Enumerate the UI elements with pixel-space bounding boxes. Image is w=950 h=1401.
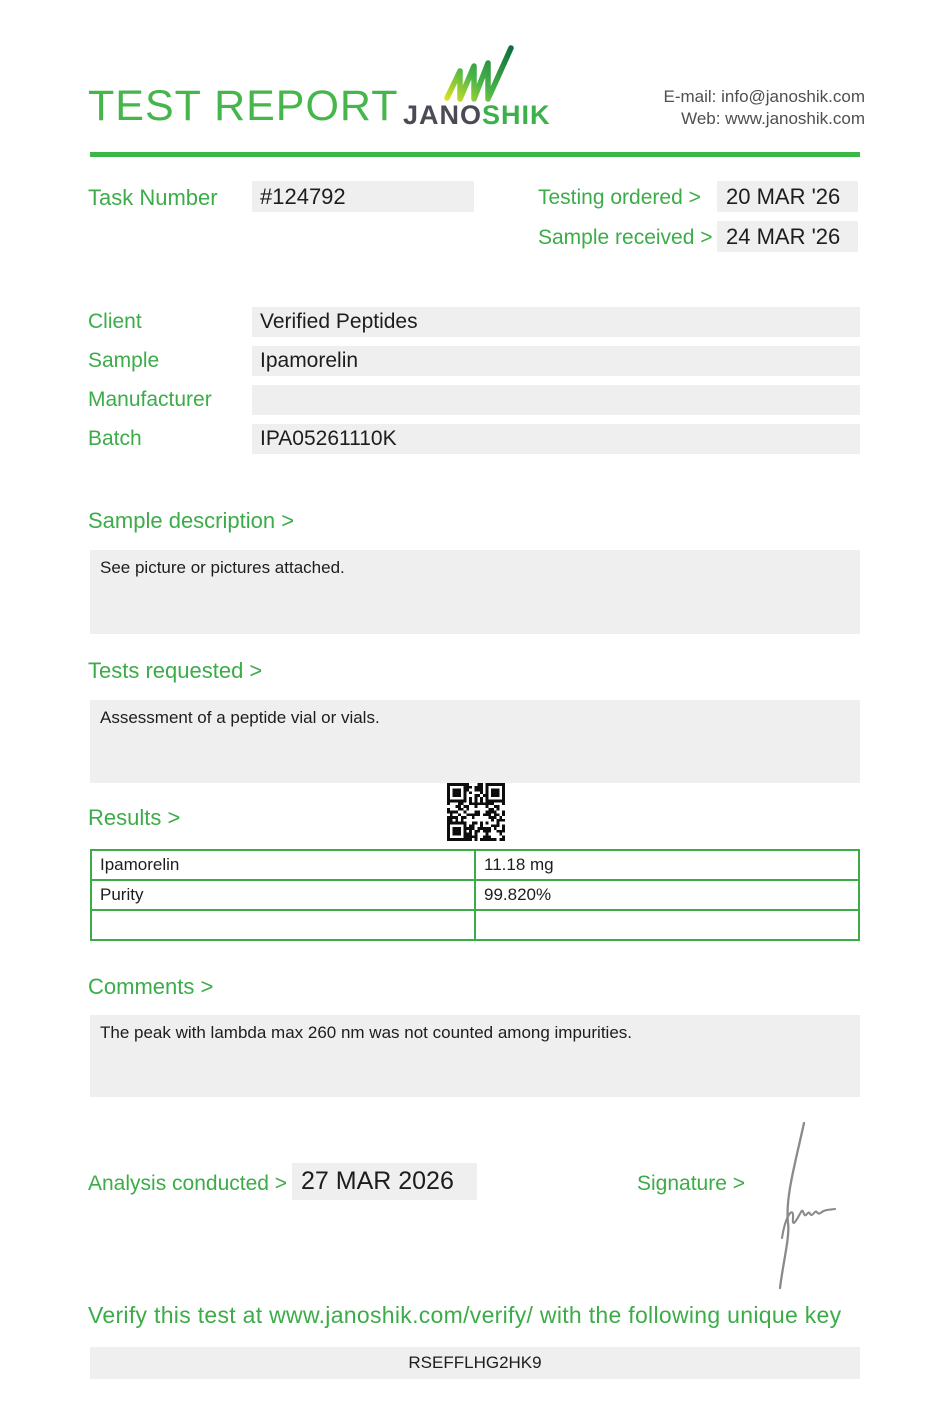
table-row — [91, 910, 859, 940]
sample-description-body: See picture or pictures attached. — [90, 550, 860, 634]
logo-text-shik: SHIK — [482, 100, 551, 130]
signature-label: Signature > — [637, 1172, 745, 1195]
result-name — [91, 910, 475, 940]
signature-image — [758, 1118, 848, 1298]
testing-ordered-label: Testing ordered > — [538, 186, 701, 209]
results-heading: Results > — [88, 805, 181, 830]
contact-info — [664, 86, 866, 130]
sample-description-heading: Sample description > — [88, 508, 295, 533]
result-name: Ipamorelin — [91, 850, 475, 880]
sample-received-value: 24 MAR '26 — [717, 221, 858, 252]
result-value: 11.18 mg — [475, 850, 859, 880]
task-number-label: Task Number — [88, 185, 218, 210]
table-row — [91, 880, 859, 910]
verify-key-value: RSEFFLHG2HK9 — [90, 1347, 860, 1379]
analysis-conducted-label: Analysis conducted > — [88, 1172, 288, 1195]
contact-web: Web: www.janoshik.com — [681, 109, 865, 128]
client-label: Client — [88, 310, 142, 333]
manufacturer-value — [252, 385, 860, 415]
analysis-date-value: 27 MAR 2026 — [292, 1163, 477, 1200]
page-title: TEST REPORT — [88, 82, 399, 130]
contact-email: E-mail: info@janoshik.com — [663, 87, 865, 106]
janoshik-logo-text — [403, 100, 549, 131]
batch-label: Batch — [88, 427, 142, 450]
logo-text-jano: JANO — [403, 100, 483, 130]
header-divider — [90, 152, 860, 157]
results-table — [90, 849, 860, 941]
result-name: Purity — [91, 880, 475, 910]
qr-code — [447, 783, 505, 841]
janoshik-logo-icon — [440, 42, 520, 109]
sample-received-label: Sample received > — [538, 226, 713, 249]
client-value: Verified Peptides — [252, 307, 860, 337]
sample-value: Ipamorelin — [252, 346, 860, 376]
task-number-value: #124792 — [252, 181, 474, 212]
tests-requested-heading: Tests requested > — [88, 658, 263, 683]
sample-label: Sample — [88, 349, 160, 372]
batch-value: IPA05261110K — [252, 424, 860, 454]
table-row — [91, 850, 859, 880]
manufacturer-label: Manufacturer — [88, 388, 212, 411]
tests-requested-body: Assessment of a peptide vial or vials. — [90, 700, 860, 783]
verify-instruction: Verify this test at www.janoshik.com/verify/ with the following unique key — [88, 1302, 842, 1328]
comments-heading: Comments > — [88, 974, 214, 999]
testing-ordered-value: 20 MAR '26 — [717, 181, 858, 212]
comments-body: The peak with lambda max 260 nm was not counted among impurities. — [90, 1015, 860, 1097]
result-value: 99.820% — [475, 880, 859, 910]
result-value — [475, 910, 859, 940]
